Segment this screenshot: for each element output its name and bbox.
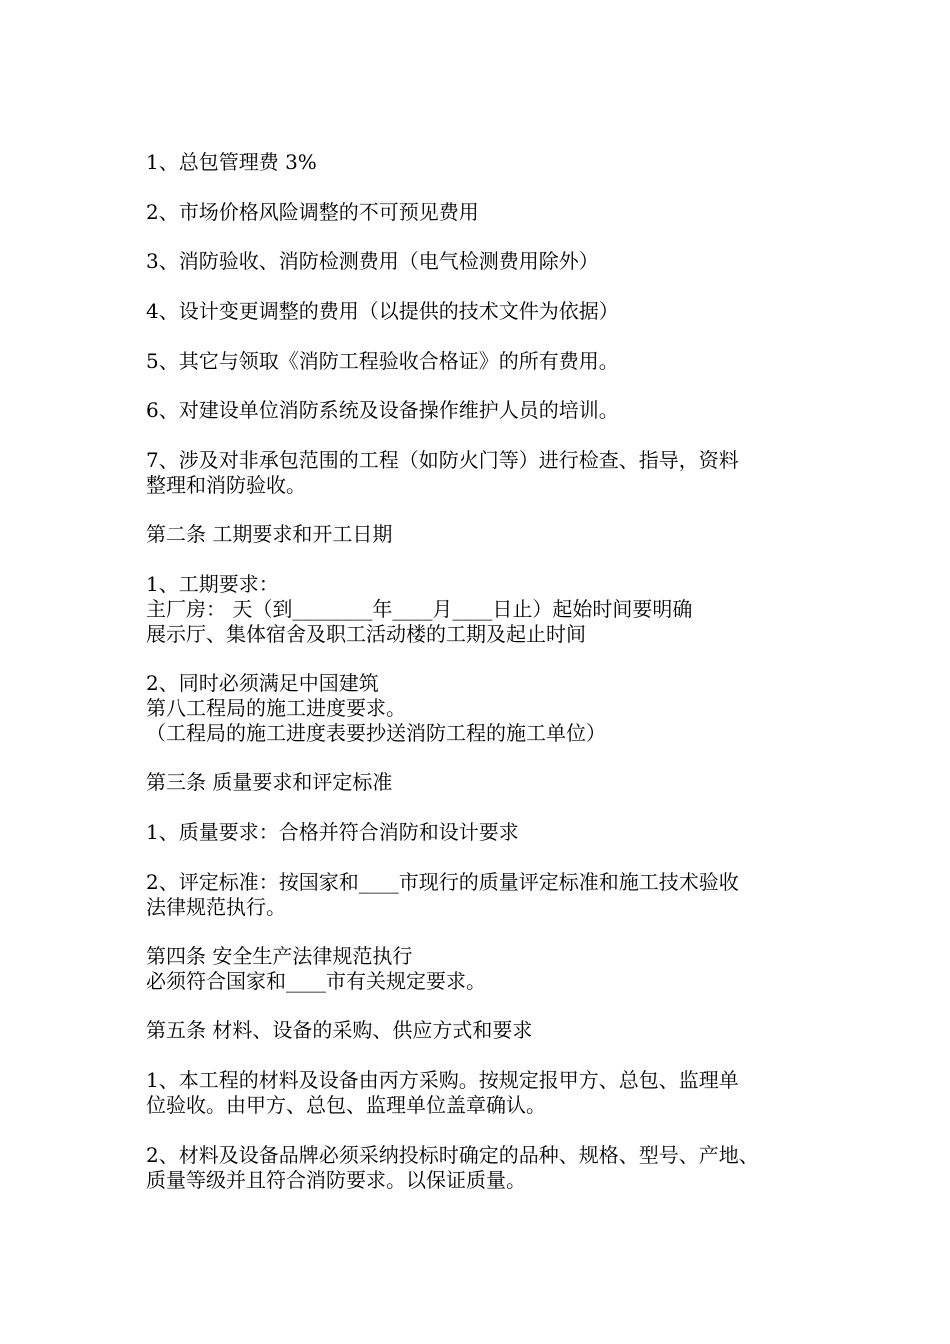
text-line: 1、工期要求： [146,572,279,596]
section-heading: 第三条 质量要求和评定标准 [146,770,393,794]
text-line: 第八工程局的施工进度要求。 [146,696,406,720]
text-line: 必须符合国家和____市有关规定要求。 [146,969,486,993]
text-line: 7、涉及对非承包范围的工程（如防火门等）进行检查、指导，资料 [146,448,739,472]
text-line: 主厂房： 天（到________年____月____日止）起始时间要明确 [146,597,693,621]
section-heading: 第二条 工期要求和开工日期 [146,522,393,546]
text-line: 2、评定标准：按国家和____市现行的质量评定标准和施工技术验收 [146,870,739,894]
text-line: 法律规范执行。 [146,895,286,919]
text-line: 整理和消防验收。 [146,473,306,497]
text-line: 3、消防验收、消防检测费用（电气检测费用除外） [146,249,599,273]
text-line: 1、本工程的材料及设备由丙方采购。按规定报甲方、总包、监理单 [146,1068,739,1092]
text-line: （工程局的施工进度表要抄送消防工程的施工单位） [146,721,606,745]
text-line: 5、其它与领取《消防工程验收合格证》的所有费用。 [146,349,619,373]
section-heading: 第四条 安全生产法律规范执行 [146,944,413,968]
text-line: 1、质量要求：合格并符合消防和设计要求 [146,820,519,844]
text-line: 1、总包管理费 3% [146,150,317,174]
text-line: 6、对建设单位消防系统及设备操作维护人员的培训。 [146,398,619,422]
text-line: 2、同时必须满足中国建筑 [146,671,379,695]
text-line: 展示厅、集体宿舍及职工活动楼的工期及起止时间 [146,622,586,646]
section-heading: 第五条 材料、设备的采购、供应方式和要求 [146,1018,533,1042]
text-line: 位验收。由甲方、总包、监理单位盖章确认。 [146,1093,546,1117]
text-line: 质量等级并且符合消防要求。以保证质量。 [146,1168,526,1192]
text-line: 2、市场价格风险调整的不可预见费用 [146,200,479,224]
text-line: 4、设计变更调整的费用（以提供的技术文件为依据） [146,299,619,323]
text-line: 2、材料及设备品牌必须采纳投标时确定的品种、规格、型号、产地、 [146,1143,759,1167]
